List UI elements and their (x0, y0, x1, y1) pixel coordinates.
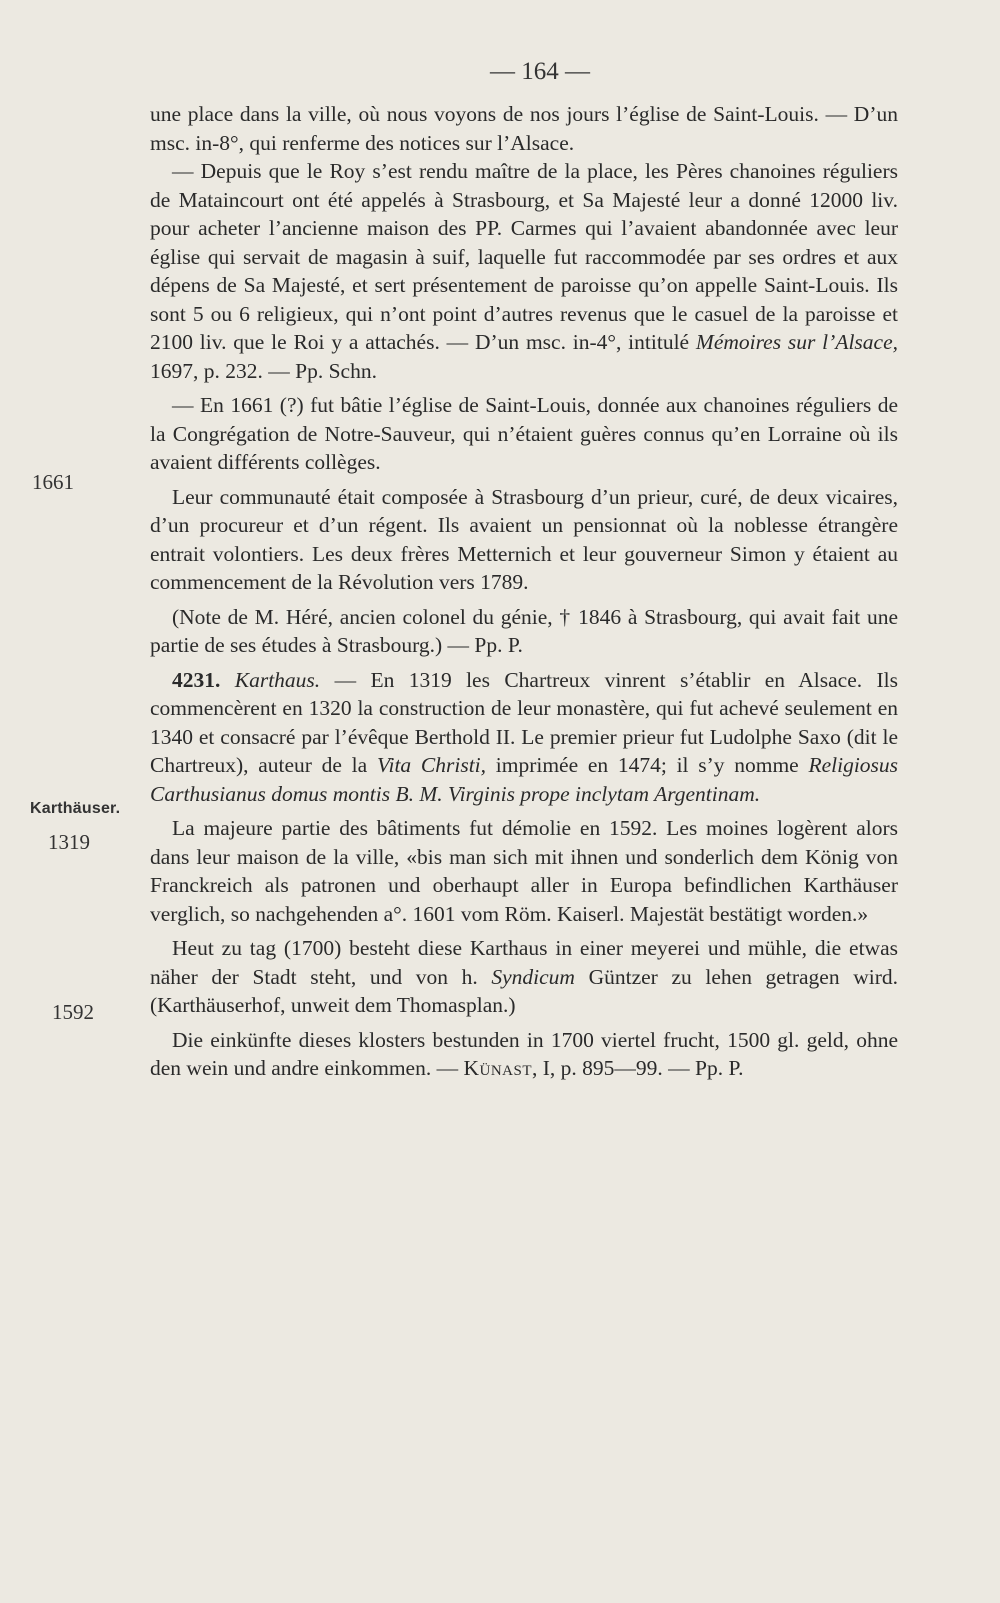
margin-year-1661: 1661 (32, 470, 74, 494)
page-number: — 164 — (490, 58, 590, 85)
main-text (150, 100, 898, 1083)
margin-label-karthauser: Karthäuser. (30, 800, 121, 817)
paragraph-4: Leur communauté était composée à Strasbourg d’un prieur, curé, de deux vicaires, d’un procureur et d’un régent. Ils avaient un pensionnat où la noblesse étrangère entrait volontiers. Les deux frères Metternich et leur gouverneur Simon y étaient au commencement de la Révolution vers 1789. (150, 484, 898, 594)
paragraph-1: une place dans la ville, où nous voyons de nos jours l’église de Saint-Louis. — D’un msc. in-8°, qui renferme des notices sur l’Alsace. (150, 102, 898, 155)
entry-vita-christi: Vita Christi, (376, 753, 487, 777)
paragraph-9 (150, 1026, 898, 1083)
entry-title: Karthaus. (234, 667, 321, 692)
paragraph-2-text: — Depuis que le Roy s’est rendu maître de la place, les Pères chanoines réguliers de Mataincourt ont été appelés à Strasbourg, et Sa Majesté leur a donné 12000 liv. pour acheter l’ancienne maison des PP. Carmes qui l’avaient abandonnée avec leur église qui servait de magasin à suif, laquelle fut raccommodée par ses ordres et aux dépens de Sa Majesté, et sert présentement de paroisse qu’on appelle Saint-Louis. Ils sont 5 ou 6 religieux, qui n’ont point d’autres revenus que le casuel de la paroisse et 2100 liv. que le Roi y a attachés. — D’un msc. in-4°, intitulé (150, 159, 898, 354)
paragraph-7: La majeure partie des bâtiments fut démolie en 1592. Les moines logèrent alors dans leur maison de la ville, «bis man sich mit ihnen und sonderlich dem König von Franckreich als patronen und oberhaupt aller in Europa befindlichen Karthäuser verglich, so nachgehenden a°. 1601 vom Röm. Kaiserl. Majestät bestätigt worden.» (150, 816, 898, 926)
paragraph-8-text-a: Heut zu tag (1700) besteht diese Karthaus in einer meyerei und mühle, die etwas näher der Stadt steht, und von h. (150, 936, 898, 989)
entry-number: 4231. (172, 667, 221, 692)
paragraph-9-text-b: , I, p. 895—99. — Pp. P. (532, 1056, 744, 1080)
paragraph-3: — En 1661 (?) fut bâtie l’église de Saint-Louis, donnée aux chanoines réguliers de la Congrégation de Notre-Sauveur, qui n’étaient guères connus qu’en Lorraine où ils avaient différents collèges. (150, 393, 898, 474)
margin-year-1592: 1592 (52, 1000, 94, 1024)
paragraph-8-syndicum: Syndicum (491, 964, 575, 989)
paragraph-5: (Note de M. Héré, ancien colonel du génie, † 1846 à Strasbourg, qui avait fait une partie de ses études à Strasbourg.) — Pp. P. (150, 604, 898, 657)
paragraph-9-author: Künast (463, 1056, 532, 1080)
margin-year-1319: 1319 (48, 830, 90, 854)
entry-latin-quote: Religiosus Carthusianus domus montis B. M. Virginis prope inclytam Argentinam. (150, 753, 899, 806)
entry-4231 (150, 666, 898, 809)
paragraph-8-text-b: Güntzer zu lehen getragen wird. (Karthäuserhof, unweit dem Thomasplan.) (150, 964, 898, 1017)
paragraph-2-end: 1697, p. 232. — Pp. Schn. (150, 358, 377, 383)
paragraph-8 (150, 934, 898, 1020)
paragraph-2 (150, 157, 898, 385)
paragraph-2-title: Mémoires sur l’Alsace, (695, 330, 899, 354)
entry-text-a: — En 1319 les Chartreux vinrent s’établir en Alsace. Ils commencèrent en 1320 la construction de leur monastère, qui fut achevé seulement en 1340 et consacré par l’évêque Berthold II. Le premier prieur fut Ludolphe Saxo (dit le Chartreux), auteur de la (150, 667, 898, 777)
entry-text-b: imprimée en 1474; il s’y nomme (495, 753, 799, 777)
paragraph-9-text-a: Die einkünfte dieses klosters bestunden in 1700 viertel frucht, 1500 gl. geld, ohne den wein und andre einkommen. — (150, 1027, 898, 1080)
